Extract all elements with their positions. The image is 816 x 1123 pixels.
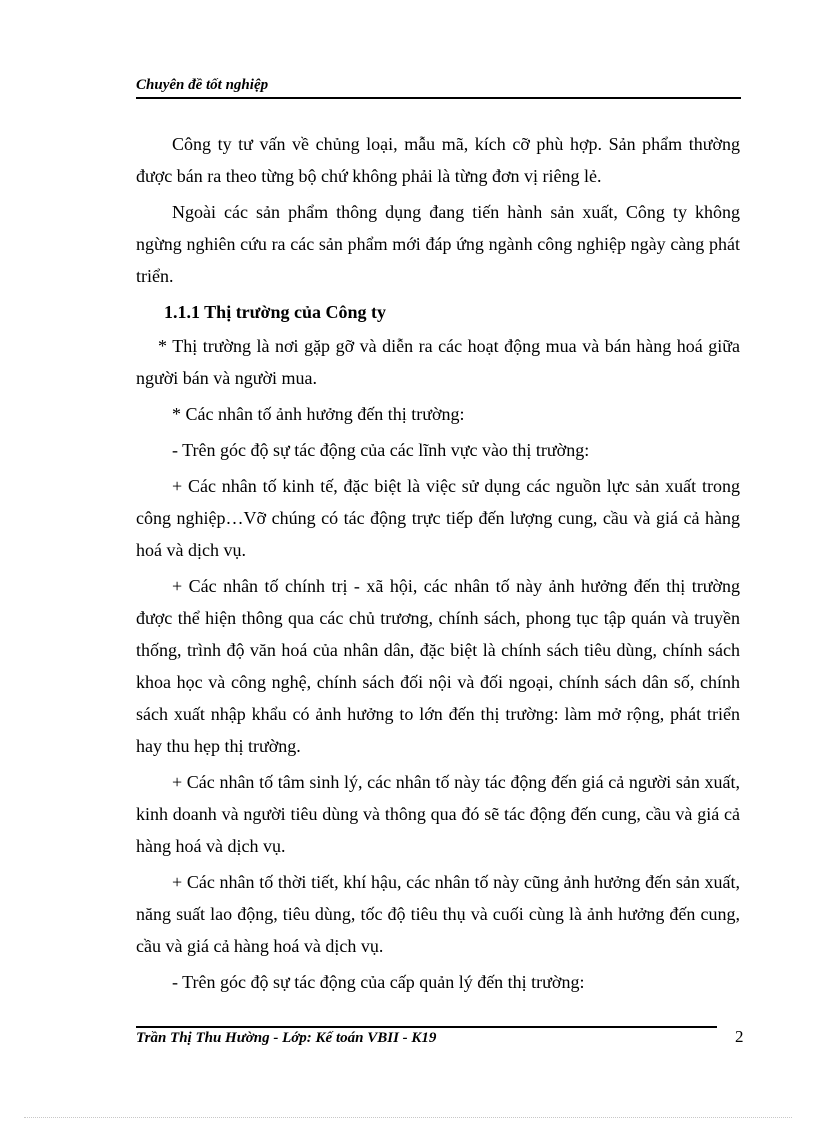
page-edge-divider	[24, 1117, 792, 1118]
paragraph: Ngoài các sản phẩm thông dụng đang tiến hành sản xuất, Công ty không ngừng nghiên cứu ra các sản phẩm mới đáp ứng ngành công nghiệp ngày càng phát triển.	[136, 202, 740, 286]
section-heading: 1.1.1 Thị trường của Công ty	[164, 302, 386, 322]
paragraph: + Các nhân tố tâm sinh lý, các nhân tố này tác động đến giá cả người sản xuất, kinh doanh và người tiêu dùng và thông qua đó sẽ tác động đến cung, cầu và giá cả hàng hoá và dịch vụ.	[136, 772, 740, 856]
paragraph: * Các nhân tố ảnh hưởng đến thị trường:	[172, 404, 465, 424]
paragraph: + Các nhân tố chính trị - xã hội, các nhân tố này ảnh hưởng đến thị trường được thể hiện thông qua các chủ trương, chính sách, phong tục tập quán và truyền thống, trình độ văn hoá của nhân dân, đặc biệt là chính sách tiêu dùng, chính sách khoa học và công nghệ, chính sách đối nội và đối ngoại, chính sách dân số, chính sách xuất nhập khẩu có ảnh hưởng to lớn đến thị trường: làm mở rộng, phát triển hay thu hẹp thị trường.	[136, 576, 740, 756]
paragraph: + Các nhân tố kinh tế, đặc biệt là việc sử dụng các nguồn lực sản xuất trong công nghiệp…Vỡ chúng có tác động trực tiếp đến lượng cung, cầu và giá cả hàng hoá và dịch vụ.	[136, 476, 740, 560]
page-header	[136, 76, 741, 99]
paragraph: + Các nhân tố thời tiết, khí hậu, các nhân tố này cũng ảnh hưởng đến sản xuất, năng suất lao động, tiêu dùng, tốc độ tiêu thụ và cuối cùng là ảnh hưởng đến cung, cầu và giá cả hàng hoá và dịch vụ.	[136, 872, 740, 956]
footer-author: Trần Thị Thu Hường - Lớp: Kế toán VBII - K19	[136, 1030, 437, 1046]
paragraph: - Trên góc độ sự tác động của cấp quản lý đến thị trường:	[172, 972, 585, 992]
footer-divider	[136, 1026, 717, 1028]
page-body	[136, 128, 740, 1002]
paragraph: * Thị trường là nơi gặp gỡ và diễn ra các hoạt động mua và bán hàng hoá giữa người bán và người mua.	[136, 336, 740, 388]
page-number: 2	[735, 1027, 744, 1046]
paragraph: Công ty tư vấn về chủng loại, mẫu mã, kích cỡ phù hợp. Sản phẩm thường được bán ra theo từng bộ chứ không phải là từng đơn vị riêng lẻ.	[136, 134, 740, 186]
paragraph: - Trên góc độ sự tác động của các lĩnh vực vào thị trường:	[172, 440, 590, 460]
document-title: Chuyên đề tốt nghiệp	[136, 77, 269, 93]
